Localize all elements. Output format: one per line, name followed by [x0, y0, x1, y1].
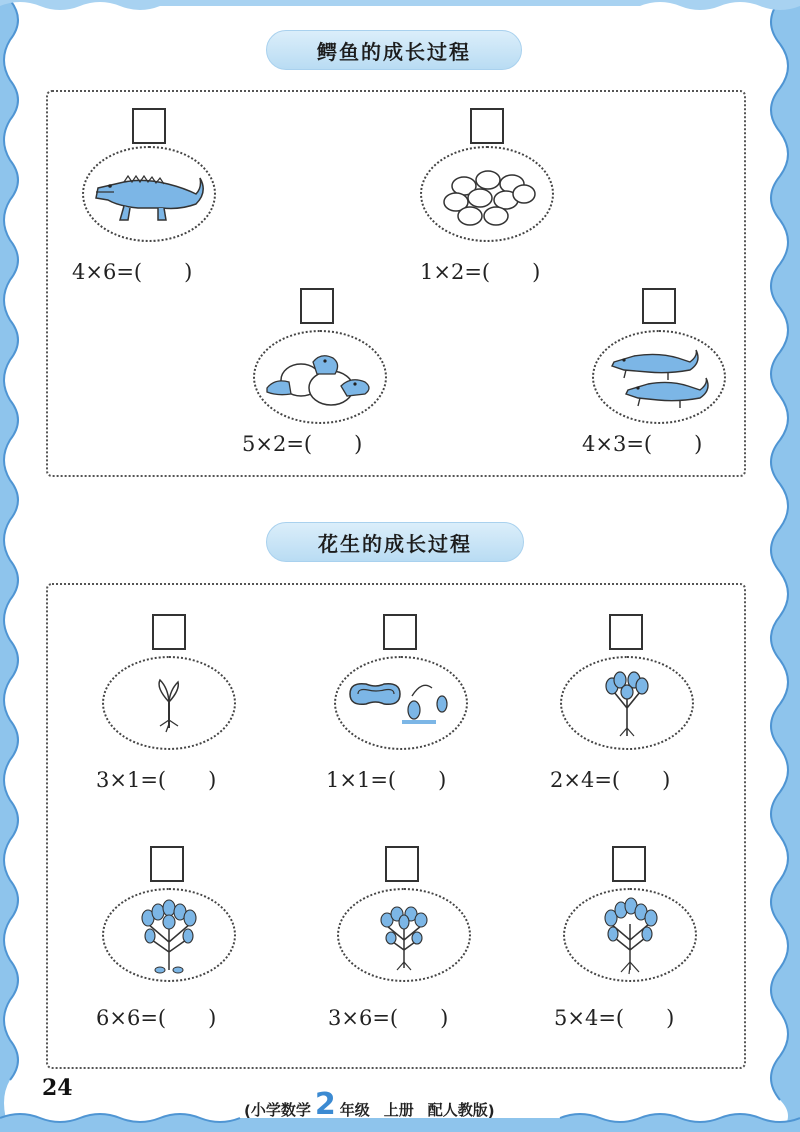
equation-text: 6×6=( )	[96, 1006, 217, 1030]
young-crocodiles-icon	[594, 332, 724, 422]
oval-young-crocodiles	[592, 330, 726, 424]
answer-box[interactable]	[385, 846, 419, 882]
answer-box[interactable]	[300, 288, 334, 324]
oval-small-plant	[560, 656, 694, 750]
equation-text: 1×2=( )	[420, 260, 541, 284]
equation-text: 3×6=( )	[328, 1006, 449, 1030]
oval-hatchlings	[253, 330, 387, 424]
section-title-crocodile: 鳄鱼的成长过程	[266, 30, 522, 70]
oval-flowering-plant	[337, 888, 471, 982]
top-wavy-border	[0, 0, 800, 18]
oval-sprout	[102, 656, 236, 750]
section-title-peanut: 花生的成长过程	[266, 522, 524, 562]
equation-text: 4×6=( )	[72, 260, 193, 284]
footer-edition: 配人教版	[427, 1101, 488, 1119]
equation-text: 1×1=( )	[326, 768, 447, 792]
small-plant-icon	[562, 658, 692, 748]
sprout-icon	[104, 658, 234, 748]
oval-peanut-plant	[563, 888, 697, 982]
peanut-plant-icon	[565, 890, 695, 980]
footer-volume: 上册	[383, 1101, 414, 1119]
footer-subject: 小学数学	[250, 1101, 311, 1119]
crocodile-icon	[84, 148, 214, 240]
footer-open-paren: (	[244, 1102, 251, 1120]
equation-text: 4×3=( )	[582, 432, 703, 456]
footer-grade-number: 2	[314, 1087, 336, 1122]
footer-close-paren: )	[487, 1102, 495, 1120]
answer-box[interactable]	[383, 614, 417, 650]
oval-crocodile	[82, 146, 216, 242]
answer-box[interactable]	[152, 614, 186, 650]
answer-box[interactable]	[470, 108, 504, 144]
peanut-seed-icon	[336, 658, 466, 748]
mature-plant-icon	[104, 890, 234, 980]
answer-box[interactable]	[612, 846, 646, 882]
hatchlings-icon	[255, 332, 385, 422]
oval-eggs	[420, 146, 554, 242]
flowering-plant-icon	[339, 890, 469, 980]
footer-grade-label: 年级	[339, 1101, 370, 1119]
answer-box[interactable]	[150, 846, 184, 882]
equation-text: 5×4=( )	[554, 1006, 675, 1030]
oval-peanut-seed	[334, 656, 468, 750]
page-number: 24	[42, 1075, 73, 1101]
footer-series-label	[244, 1087, 495, 1122]
answer-box[interactable]	[132, 108, 166, 144]
answer-box[interactable]	[609, 614, 643, 650]
left-wavy-border	[0, 0, 28, 1132]
right-wavy-border	[758, 0, 800, 1132]
eggs-icon	[422, 148, 552, 240]
oval-mature-plant	[102, 888, 236, 982]
equation-text: 5×2=( )	[242, 432, 363, 456]
equation-text: 3×1=( )	[96, 768, 217, 792]
answer-box[interactable]	[642, 288, 676, 324]
equation-text: 2×4=( )	[550, 768, 671, 792]
